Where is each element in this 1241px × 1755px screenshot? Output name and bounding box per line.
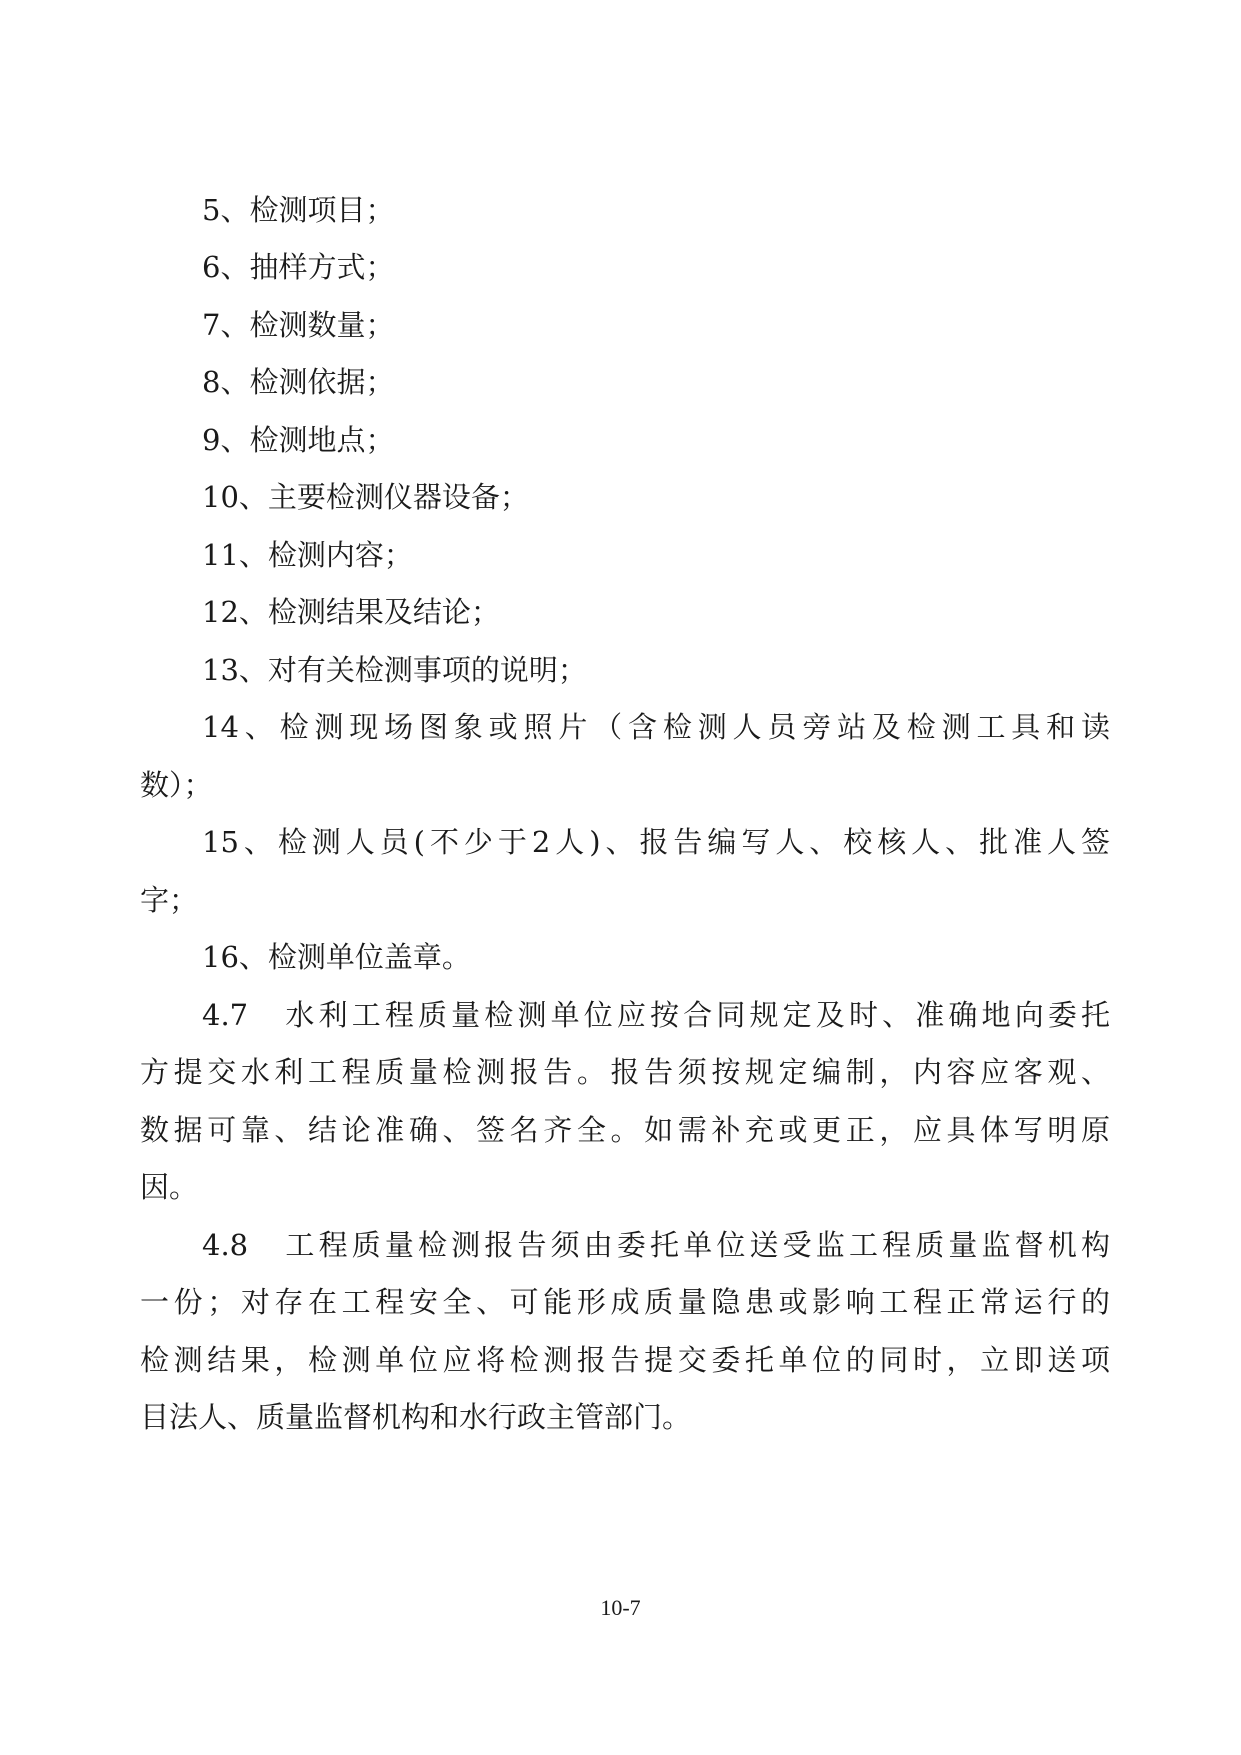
clause-4-7-line-3: 数据可靠、结论准确、签名齐全。如需补充或更正，应具体写明原	[140, 1113, 1110, 1147]
list-item-15-line-2: 字；	[140, 883, 199, 917]
list-item-11: 11、检测内容；	[202, 538, 413, 572]
clause-4-7-line-1: 4.7 水利工程质量检测单位应按合同规定及时、准确地向委托	[202, 998, 1110, 1032]
list-item-5: 5、检测项目；	[202, 193, 395, 227]
clause-4-7-line-2: 方提交水利工程质量检测报告。报告须按规定编制，内容应客观、	[140, 1055, 1110, 1089]
clause-4-8-line-4: 目法人、质量监督机构和水行政主管部门。	[140, 1400, 692, 1434]
clause-4-8-line-2: 一份；对存在工程安全、可能形成质量隐患或影响工程正常运行的	[140, 1285, 1110, 1319]
list-item-14-line-1: 14、检测现场图象或照片（含检测人员旁站及检测工具和读	[202, 710, 1110, 744]
page-number: 10-7	[600, 1595, 641, 1620]
list-item-7: 7、检测数量；	[202, 308, 395, 342]
list-item-15-line-1: 15、检测人员(不少于2人)、报告编写人、校核人、批准人签	[202, 825, 1110, 859]
clause-4-8-line-1: 4.8 工程质量检测报告须由委托单位送受监工程质量监督机构	[202, 1228, 1110, 1262]
list-item-16: 16、检测单位盖章。	[202, 940, 471, 974]
list-item-12: 12、检测结果及结论；	[202, 595, 500, 629]
list-item-9: 9、检测地点；	[202, 423, 395, 457]
clause-4-8-line-3: 检测结果，检测单位应将检测报告提交委托单位的同时，立即送项	[140, 1343, 1110, 1377]
list-item-8: 8、检测依据；	[202, 365, 395, 399]
clause-4-7-line-4: 因。	[140, 1170, 199, 1204]
list-item-14-line-2: 数）；	[140, 768, 213, 802]
list-item-6: 6、抽样方式；	[202, 250, 395, 284]
list-item-10: 10、主要检测仪器设备；	[202, 480, 529, 514]
list-item-13: 13、对有关检测事项的说明；	[202, 653, 587, 687]
